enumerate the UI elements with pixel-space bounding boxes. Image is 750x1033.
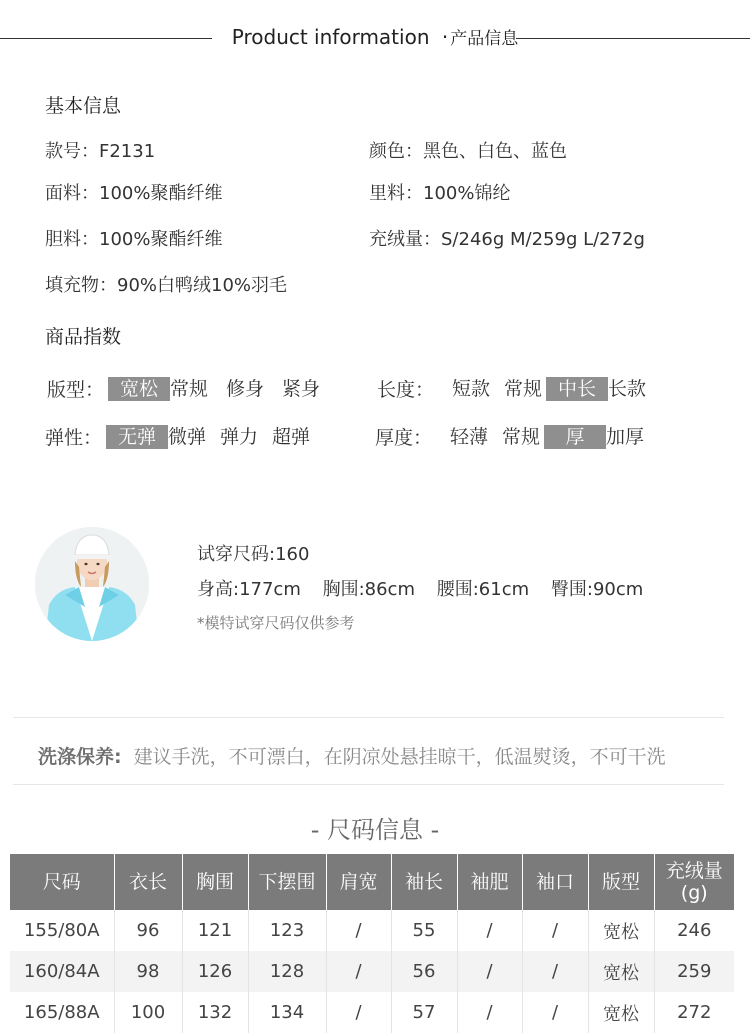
care-label: 洗涤保养: — [38, 746, 122, 768]
thickness-label: 厚度： — [375, 427, 433, 449]
fill-amount-info: 充绒量：S/246g M/259g L/272g — [369, 229, 645, 250]
elasticity-option-slight: 微弹 — [168, 425, 207, 448]
care-text: 建议手洗，不可漂白，在阴凉处悬挂晾干，低温熨烫，不可干洗 — [133, 746, 666, 768]
header-sleeve-width: 袖肥 — [457, 854, 522, 910]
size-info-title: - 尺码信息 - — [310, 816, 440, 844]
product-index-title: 商品指数 — [45, 326, 122, 348]
model-note: *模特试穿尺码仅供参考 — [197, 614, 355, 632]
fabric-info: 面料：100%聚酯纤维 — [45, 183, 223, 204]
cell-sleeve-width: / — [457, 910, 522, 951]
cell-sleeve-width: / — [457, 951, 522, 992]
header-sleeve-length: 袖长 — [391, 854, 457, 910]
cell-fit: 宽松 — [588, 992, 654, 1033]
length-row — [377, 375, 650, 402]
model-measurements — [197, 575, 643, 601]
care-divider-top — [13, 717, 724, 718]
fit-option-regular: 常规 — [170, 377, 209, 400]
cell-sleeve-length: 56 — [391, 951, 457, 992]
header-shoulder: 肩宽 — [326, 854, 391, 910]
elasticity-row — [45, 423, 314, 450]
cell-fit: 宽松 — [588, 951, 654, 992]
lining-info: 里料：100%锦纶 — [369, 183, 511, 204]
cell-fill-amount: 246 — [654, 910, 734, 951]
table-row — [10, 992, 734, 1033]
cell-length: 98 — [114, 951, 182, 992]
elasticity-label: 弹性： — [45, 427, 103, 449]
cell-cuff: / — [522, 992, 588, 1033]
cell-size: 160/84A — [10, 951, 114, 992]
cell-shoulder: / — [326, 910, 391, 951]
table-row — [10, 951, 734, 992]
elasticity-option-none: 无弹 — [106, 425, 168, 449]
cell-hem: 128 — [248, 951, 326, 992]
cell-cuff: / — [522, 910, 588, 951]
cell-fit: 宽松 — [588, 910, 654, 951]
model-size: 试穿尺码:160 — [197, 544, 310, 565]
length-option-long: 长款 — [608, 377, 647, 400]
length-label: 长度： — [377, 379, 435, 401]
cell-chest: 132 — [182, 992, 248, 1033]
style-number: 款号：F2131 — [45, 141, 156, 162]
header-fit: 版型 — [588, 854, 654, 910]
header-fill-amount-label: 充绒量 — [665, 860, 723, 882]
cell-chest: 121 — [182, 910, 248, 951]
table-row — [10, 910, 734, 951]
model-height: 身高:177cm — [197, 579, 301, 600]
fit-option-tight: 紧身 — [282, 377, 321, 400]
fit-row — [47, 375, 324, 402]
fit-option-slim: 修身 — [226, 377, 265, 400]
cell-length: 100 — [114, 992, 182, 1033]
model-portrait-image — [35, 527, 149, 641]
header-cuff: 袖口 — [522, 854, 588, 910]
header-length: 衣长 — [114, 854, 182, 910]
size-table-header — [10, 854, 734, 910]
cell-size: 155/80A — [10, 910, 114, 951]
fit-label: 版型： — [47, 379, 105, 401]
header-title-en: Product information — [231, 25, 430, 49]
filling-info: 填充物：90%白鸭绒10%羽毛 — [45, 275, 288, 296]
thickness-row — [375, 423, 648, 450]
cell-hem: 134 — [248, 992, 326, 1033]
size-table — [10, 854, 734, 1033]
cell-length: 96 — [114, 910, 182, 951]
cell-sleeve-length: 55 — [391, 910, 457, 951]
model-avatar — [35, 527, 149, 641]
elasticity-option-stretch: 弹力 — [220, 425, 259, 448]
cell-fill-amount: 272 — [654, 992, 734, 1033]
header-fill-amount-unit: (g) — [680, 882, 708, 904]
thickness-option-regular: 常规 — [502, 425, 541, 448]
elasticity-option-super: 超弹 — [272, 425, 311, 448]
model-waist: 腰围:61cm — [436, 579, 530, 600]
cell-fill-amount: 259 — [654, 951, 734, 992]
cell-chest: 126 — [182, 951, 248, 992]
thickness-option-extra-thick: 加厚 — [606, 425, 645, 448]
cell-size: 165/88A — [10, 992, 114, 1033]
header-chest: 胸围 — [182, 854, 248, 910]
fit-option-loose: 宽松 — [108, 377, 170, 401]
header-fill-amount — [654, 854, 734, 910]
header-dot: · — [441, 25, 449, 49]
cell-shoulder: / — [326, 951, 391, 992]
length-option-short: 短款 — [452, 377, 491, 400]
thickness-option-thick: 厚 — [544, 425, 606, 449]
length-option-medium: 中长 — [546, 377, 608, 401]
care-instructions — [38, 742, 666, 769]
length-option-regular: 常规 — [504, 377, 543, 400]
cell-cuff: / — [522, 951, 588, 992]
model-chest: 胸围:86cm — [322, 579, 415, 600]
header-hem: 下摆围 — [248, 854, 326, 910]
thickness-option-thin: 轻薄 — [450, 425, 489, 448]
header-title-cn: 产品信息 — [450, 29, 519, 49]
cell-hem: 123 — [248, 910, 326, 951]
cell-sleeve-length: 57 — [391, 992, 457, 1033]
header-size: 尺码 — [10, 854, 114, 910]
basic-info-title: 基本信息 — [45, 95, 122, 117]
model-hip: 臀围:90cm — [550, 579, 644, 600]
cell-sleeve-width: / — [457, 992, 522, 1033]
cell-shoulder: / — [326, 992, 391, 1033]
care-divider-bottom — [13, 784, 724, 785]
header-title — [0, 24, 750, 49]
inner-info: 胆料：100%聚酯纤维 — [45, 229, 223, 250]
color-options: 颜色：黑色、白色、蓝色 — [369, 141, 567, 162]
